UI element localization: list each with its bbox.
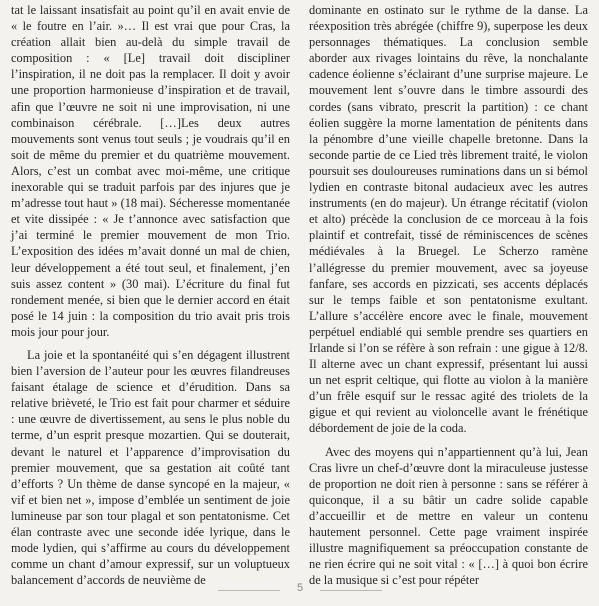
footer-rule-left <box>218 590 280 591</box>
paragraph: dominante en ostinato sur le rythme de la danse. La réexposition très abrégée (chiffre 9), superpose les deux personnages thématiques. La conclusion semble aborder aux rivages lointains du rêve, la nonchalante cadence éolienne s’éclairant d’une surprise majeure. Le mouvement lent s’ouvre dans le timbre assourdi des cordes (sans vibrato, prescrit la partition) : ce chant éolien suggère la morne lamentation de pénitents dans la pénombre d’une vieille chapelle bretonne. Dans la seconde partie de ce Lied très librement traité, le violon poursuit ses douloureuses ruminations dans un si bémol lydien en contraste bitonal audacieux avec les autres instruments (en do majeur). Un étrange récitatif (violon et alto) précède la conclusion de ce morceau à la fois plaintif et contrefait, tissé de réminiscences de scènes médiévales à la Bruegel. Le Scherzo ramène l’allégresse du premier mouvement, avec sa joyeuse fanfare, ses accords en pizzicati, ses accents déplacés sur le temps faible et son pentatonisme exultant. L’allure s’accélère encore avec le finale, mouvement perpétuel endiablé qui semble prendre ses quartiers en Irlande si l’on se réfère à son refrain : une gigue à 12/8. Il alterne avec un chant expressif, présentant lui aussi un net esprit celtique, qui flotte au violon à la manière d’un frêle esquif sur le ressac agité des triolets de la gigue et qui revient au violoncelle avant le frénétique débordement de joie de la coda. <box>309 3 588 436</box>
page-footer <box>0 582 599 598</box>
footer-rule-right <box>320 590 382 591</box>
paragraph: La joie et la spontanéité qui s’en dégagent illustrent bien l’aversion de l’auteur pour les œuvres filandreuses faisant étalage de science et d’érudition. Dans sa relative brièveté, le Trio est fait pour charmer et séduire : une œuvre de divertissement, au sens le plus noble du terme, d’un esprit presque mozartien. Qui se douterait, devant le naturel et l’apparence d’improvisation du premier mouvement, que sa gestation ait coûté tant d’efforts ? Un thème de danse syncopé en la majeur, « vif et bien net », impose d’emblée un sentiment de joie lumineuse par son tour plagal et son pentatonisme. Cet élan contraste avec une seconde idée lyrique, dans le mode lydien, qui s’affirme au cours du développement comme un chant d’amour expressif, sur un voluptueux balancement d’accords de neuvième de <box>11 347 290 588</box>
right-column <box>309 2 588 588</box>
page-number: 5 <box>296 582 304 594</box>
paragraph: tat le laissant insatisfait au point qu’il en avait envie de « le foutre en l’air. »… Il est vrai que pour Cras, la création allait bien au-delà du simple travail de composition : « [Le] travail doit discipliner l’inspiration, il ne doit pas la remplacer. Il doit y avoir une proportion harmonieuse d’inspiration et de travail, afin que l’œuvre ne soit ni une improvisation, ni une combinaison cérébrale. […]Les deux autres mouvements sont venus tout seuls ; je voudrais qu’il en soit de même du premier et du quatrième mouvement. Alors, c’est un combat avec moi-même, une critique inexorable qui se traduit parfois par des injures que je m’adresse tout haut » (18 mai). Sécheresse momentanée et vite dissipée : « Je t’annonce avec satisfaction que j’ai terminé le premier mouvement de mon Trio. L’exposition des idées m’avait donné un mal de chien, leur développement a été tout seul, et finalement, j’en suis assez content » (30 mai). L’écriture du final fut rondement menée, si bien que le dernier accord en était posé le 14 juin : la composition du trio avait pris trois mois jour pour jour. <box>11 3 290 339</box>
left-column <box>11 2 290 588</box>
paragraph: Avec des moyens qui n’appartiennent qu’à lui, Jean Cras livre un chef-d’œuvre dont la miraculeuse justesse de proportion ne doit rien à personne : sans se référer à quiconque, il a su bâtir un cadre solide capable d’accueillir et de mettre en valeur un contenu hautement personnel. Cette page vraiment inspirée illustre magnifiquement sa préoccupation constante de ne rien écrire qui ne soit vital : « […] à quoi bon écrire de la musique si c’est pour répéter <box>309 444 588 588</box>
